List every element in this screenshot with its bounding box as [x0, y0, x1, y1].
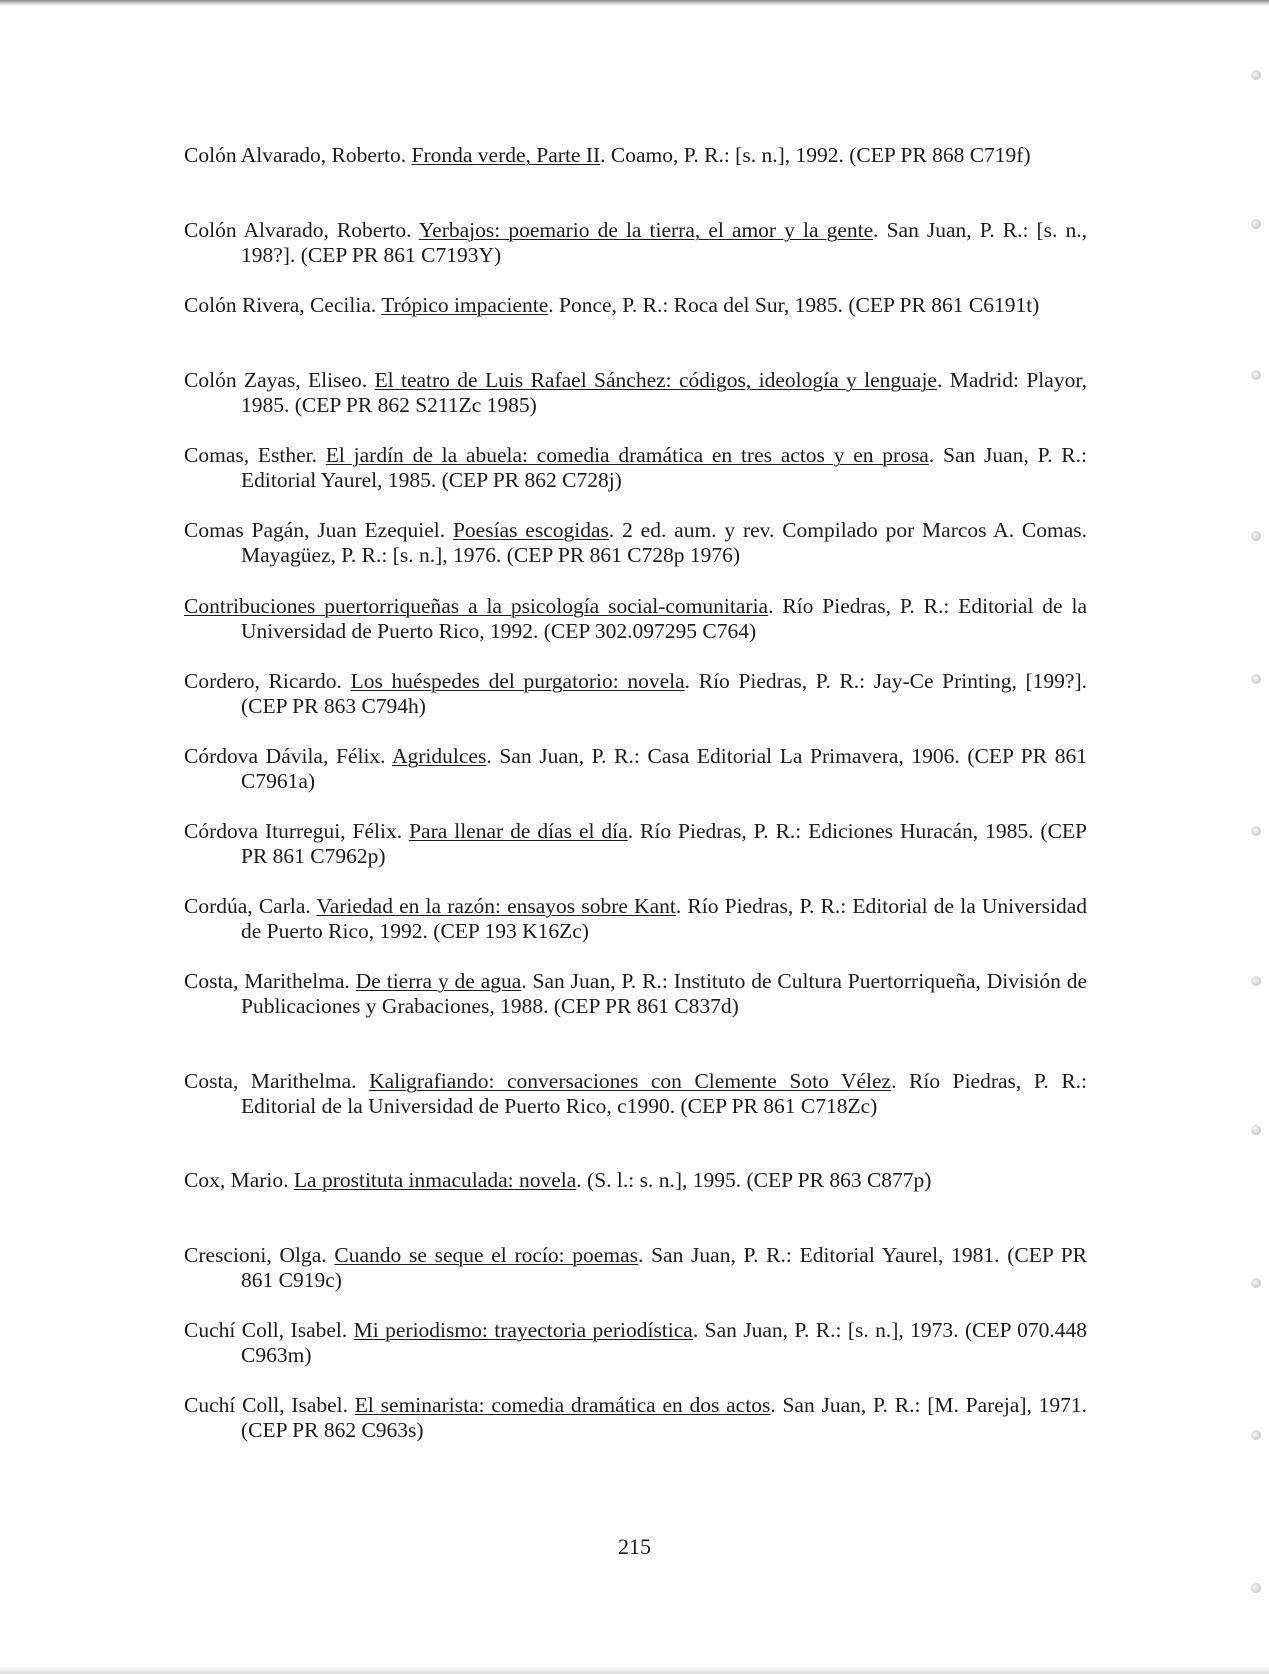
bibliography-entry: [184, 969, 1087, 1018]
bibliography-entry: [184, 669, 1087, 718]
entry-title: Yerbajos: poemario de la tierra, el amor y la gente: [418, 218, 874, 242]
entry-title: Los huéspedes del purgatorio: novela: [350, 669, 685, 693]
entry-details: . San Juan, P. R.: Casa Editorial La Primavera, 1906. (CEP PR 861 C7961a): [241, 744, 1087, 793]
entry-title: Poesías escogidas: [452, 518, 609, 542]
entry-author: Comas Pagán, Juan Ezequiel.: [184, 518, 446, 542]
entry-details: . Río Piedras, P. R.: Editorial de la Universidad de Puerto Rico, 1992. (CEP 302.097295 C764): [241, 594, 1087, 643]
entry-author: Colón Zayas, Eliseo.: [184, 368, 368, 392]
scan-bottom-edge: [0, 1666, 1269, 1674]
entry-details: . Río Piedras, P. R.: Jay-Ce Printing, [199?]. (CEP PR 863 C794h): [241, 669, 1087, 718]
binding-hole-mark: [1251, 674, 1261, 684]
bibliography-entry: [184, 443, 1087, 492]
entry-title: Kaligrafiando: conversaciones con Clemente Soto Vélez: [369, 1069, 892, 1093]
binding-hole-mark: [1251, 370, 1261, 380]
entry-author: Córdova Dávila, Félix.: [184, 744, 386, 768]
entry-title: Fronda verde, Parte II: [411, 143, 601, 167]
bibliography-entry: [184, 819, 1087, 868]
binding-hole-mark: [1251, 826, 1261, 836]
entry-details: . Ponce, P. R.: Roca del Sur, 1985. (CEP PR 861 C6191t): [548, 293, 1040, 317]
entry-details: . San Juan, P. R.: Editorial Yaurel, 1985. (CEP PR 862 C728j): [241, 443, 1087, 492]
entry-details: . Río Piedras, P. R.: Editorial de la Universidad de Puerto Rico, 1992. (CEP 193 K16Zc): [241, 894, 1087, 943]
entry-title: El teatro de Luis Rafael Sánchez: códigos, ideología y lenguaje: [374, 368, 937, 392]
entry-title: Mi periodismo: trayectoria periodística: [353, 1318, 693, 1342]
entry-details: . Río Piedras, P. R.: Ediciones Huracán, 1985. (CEP PR 861 C7962p): [241, 819, 1088, 868]
entry-title: El jardín de la abuela: comedia dramática en tres actos y en prosa: [325, 443, 929, 467]
entry-author: Córdova Iturregui, Félix.: [184, 819, 403, 843]
page-number: 215: [618, 1534, 651, 1559]
binding-hole-mark: [1251, 1430, 1261, 1440]
entry-author: Cordero, Ricardo.: [184, 669, 342, 693]
entry-author: Colón Alvarado, Roberto.: [184, 143, 407, 167]
entry-author: Comas, Esther.: [184, 443, 317, 467]
entry-details: . San Juan, P. R.: [s. n., 198?]. (CEP PR 861 C7193Y): [241, 218, 1087, 267]
entry-title: Cuando se seque el rocío: poemas: [334, 1243, 638, 1267]
entry-details: . San Juan, P. R.: Editorial Yaurel, 1981. (CEP PR 861 C919c): [241, 1243, 1088, 1292]
bibliography-entry: [184, 143, 1087, 168]
entry-details: . 2 ed. aum. y rev. Compilado por Marcos A. Comas. Mayagüez, P. R.: [s. n.], 1976. (CEP PR 861 C728p 1976): [241, 518, 1088, 567]
bibliography-entry: [184, 218, 1087, 267]
binding-hole-mark: [1251, 531, 1261, 541]
bibliography-entry: [184, 1318, 1087, 1367]
bibliography-entry: [184, 894, 1087, 943]
entry-title: Trópico impaciente: [381, 293, 549, 317]
entry-details: . San Juan, P. R.: Instituto de Cultura Puertorriqueña, División de Publicaciones y Grabaciones, 1988. (CEP PR 861 C837d): [241, 969, 1087, 1018]
entry-details: . Coamo, P. R.: [s. n.], 1992. (CEP PR 868 C719f): [600, 143, 1031, 167]
entry-author: Costa, Marithelma.: [184, 1069, 357, 1093]
entry-author: Costa, Marithelma.: [184, 969, 350, 993]
entry-author: Cox, Mario.: [184, 1168, 289, 1192]
entry-author: Cordúa, Carla.: [184, 894, 311, 918]
entry-author: Colón Rivera, Cecilia.: [184, 293, 377, 317]
bibliography-entry: [184, 368, 1087, 417]
entry-details: . San Juan, P. R.: [s. n.], 1973. (CEP 070.448 C963m): [241, 1318, 1088, 1367]
bibliography-entry: [184, 1168, 1087, 1193]
binding-hole-mark: [1251, 976, 1261, 986]
entry-details: . (S. l.: s. n.], 1995. (CEP PR 863 C877p): [576, 1168, 932, 1192]
entry-details: . San Juan, P. R.: [M. Pareja], 1971. (CEP PR 862 C963s): [241, 1393, 1088, 1442]
bibliography-entry: [184, 1069, 1087, 1118]
bibliography-entry: [184, 518, 1087, 567]
bibliography-entry: [184, 744, 1087, 793]
entry-author: Cuchí Coll, Isabel.: [184, 1318, 348, 1342]
entry-title: Agridulces: [391, 744, 487, 768]
binding-hole-mark: [1251, 1278, 1261, 1288]
bibliography-entry: [184, 594, 1087, 643]
binding-hole-mark: [1251, 1583, 1261, 1593]
entry-title: Para llenar de días el día: [409, 819, 628, 843]
entry-author: Crescioni, Olga.: [184, 1243, 327, 1267]
scan-top-edge: [0, 0, 1269, 6]
binding-hole-mark: [1251, 1125, 1261, 1135]
entry-author: Cuchí Coll, Isabel.: [184, 1393, 349, 1417]
entry-title: Contribuciones puertorriqueñas a la psicología social-comunitaria: [184, 594, 769, 618]
bibliography-entry: [184, 293, 1087, 318]
bibliography-entry: [184, 1243, 1087, 1292]
entry-details: . Río Piedras, P. R.: Editorial de la Universidad de Puerto Rico, c1990. (CEP PR 861 C718Zc): [241, 1069, 1088, 1118]
binding-hole-mark: [1251, 70, 1261, 80]
entry-author: Colón Alvarado, Roberto.: [184, 218, 412, 242]
entry-title: La prostituta inmaculada: novela: [293, 1168, 577, 1192]
entry-details: . Madrid: Playor, 1985. (CEP PR 862 S211Zc 1985): [241, 368, 1088, 417]
entry-title: De tierra y de agua: [355, 969, 522, 993]
entry-title: Variedad en la razón: ensayos sobre Kant: [316, 894, 676, 918]
bibliography-entry: [184, 1393, 1087, 1442]
binding-hole-mark: [1251, 219, 1261, 229]
entry-title: El seminarista: comedia dramática en dos actos: [354, 1393, 771, 1417]
